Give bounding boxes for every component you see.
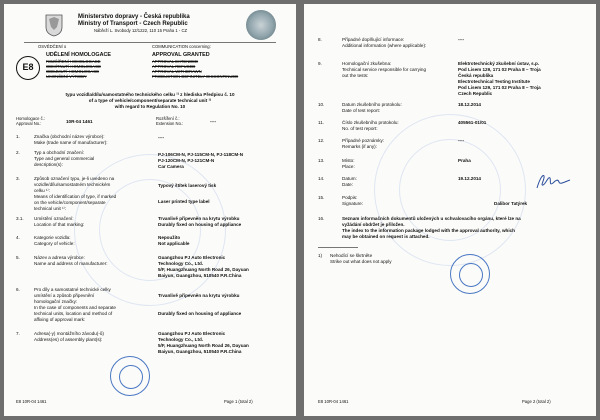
item-value: Dalibor Tatýrek (494, 201, 528, 206)
hologram-seal-icon (246, 10, 276, 40)
item-value: ---- (458, 138, 465, 143)
item-value: Trvanlivě připevněn na krytu výrobku (158, 293, 240, 298)
ministry-address: Nábřeží L. Svobody 12/1222, 110 15 Praha 1 - CZ (94, 28, 188, 33)
item-label-en: The index to the information package lodged with the approval authority, which (342, 228, 515, 233)
ministry-name-en: Ministry of Transport - Czech Republic (78, 21, 188, 27)
item-number: 2. (16, 150, 20, 155)
item-value: 405561-01/01 (458, 120, 487, 125)
item-value: Baiyun, Guangzhou, 510540 P.R.China (158, 273, 242, 278)
cz-option-5: UKONČENÍ VÝROBY (46, 74, 87, 79)
official-stamp-icon (110, 356, 150, 396)
cz-option-4: ODEJMUTÍ HOMOLOGACE (46, 69, 100, 74)
item-label-cz: Seznam informačních dokumentů uložených u schvalovacího orgánu, které lze na (342, 216, 521, 221)
item-label-en: Technical service responsible for carrying (342, 67, 426, 72)
certificate-page-2 (304, 4, 596, 416)
item-label-cz: Kategorie vozidla: (34, 235, 71, 240)
extension-number: ---- (210, 119, 217, 124)
item-value: Car Camera (158, 164, 184, 169)
item-number: 6. (16, 287, 20, 292)
cz-option-3: ODMÍTNUTÍ HOMOLOGACE (46, 64, 101, 69)
item-value: 19.12.2014 (458, 176, 481, 181)
item-label-en: No. of test report: (342, 126, 378, 131)
item-value: Trvanlivě připevněn na krytu výrobku (158, 216, 240, 221)
item-label-en: Date of test report: (342, 108, 381, 113)
item-label-cz: celku ¹⁾: (34, 188, 50, 193)
header-divider (24, 42, 276, 43)
item-number: 7. (16, 331, 20, 336)
ministry-name-cz: Ministerstvo dopravy - Česká republika (78, 14, 190, 20)
item-label-en: Signature: (342, 201, 363, 206)
e8-mark-text: E8 (22, 62, 34, 72)
extension-label: Extension No.: (156, 121, 184, 126)
approval-number: 10R-04 1461 (66, 119, 93, 124)
item-label-en: on the vehicle/component/separate (34, 200, 106, 205)
item-label-en: Type and general commercial (34, 156, 95, 161)
cz-option-2: ROZŠÍŘENÍ HOMOLOGACE (46, 59, 101, 64)
title-line-3: with regard to Regulation No. 10 (114, 104, 186, 109)
item-number: 8. (318, 37, 322, 42)
item-value: Česká republika (458, 73, 494, 78)
rozsireni-label: Rozšíření č.: (156, 116, 180, 121)
footer-page-number: Page 2 (total 2) (522, 399, 551, 404)
en-option-1: APPROVAL GRANTED (152, 52, 210, 58)
item-label-cz: Umístění označení: (34, 216, 74, 221)
item-number: 16. (318, 216, 325, 221)
item-label-en: Remarks (if any): (342, 144, 377, 149)
item-label-cz: vyžádání obdržet je přiložen. (342, 222, 405, 227)
item-value: Not applicable (158, 241, 190, 246)
item-label-en: may be obtained on request is attached. (342, 234, 430, 239)
en-option-2: APPROVAL EXTENDED (152, 59, 199, 64)
handwritten-signature (534, 170, 574, 192)
en-option-3: APPROVAL REFUSED (152, 64, 196, 69)
item-label-en: In the case of components and separate (34, 305, 116, 310)
e8-approval-mark (16, 56, 40, 80)
item-label-en: Make (trade name of manufacturer): (34, 140, 108, 145)
item-label-cz: Případné poznámky: (342, 138, 385, 143)
item-label-cz: vozidle/dílu/samostatném technickém (34, 182, 111, 187)
item-value: Guangzhou PJ Auto Electronic (158, 255, 226, 260)
official-stamp-icon (450, 254, 490, 294)
item-label-cz: Podpis: (342, 195, 358, 200)
item-label-en: Date: (342, 182, 353, 187)
item-label-en: technical units, location and method of (34, 311, 113, 316)
item-value: Elektrotechnický zkušební ústav, s.p. (458, 61, 540, 66)
footnote-en: Strike out what does not apply (330, 259, 392, 264)
item-value: 5/F, Huangzhuang North Road 26, Dayuan (158, 267, 249, 272)
item-value: Pod Lisem 129, 171 02 Praha 8 – Troja (458, 85, 541, 90)
item-value: Durably fixed on housing of appliance (158, 222, 242, 227)
certificate-page-1 (4, 4, 296, 416)
item-label-cz: Značka (obchodní název výrobce): (34, 134, 105, 139)
item-label-cz: Číslo zkušebního protokolu: (342, 120, 399, 125)
item-label-cz: Místo: (342, 158, 355, 163)
osvedceni-label: OSVĚDČENÍ o (38, 44, 67, 49)
en-option-5: PRODUCTION DEFINITELY DISCONTINUED (152, 74, 239, 79)
title-line-1: typu vozidla/dílu/samostatného technického celku ¹⁾ z hlediska Předpisu č. 10 (65, 92, 235, 97)
item-label-cz: Adresa(-y) montážního závodu(-ů) (34, 331, 104, 336)
item-number: 4. (16, 235, 20, 240)
item-label-en: Address(es) of assembly plant(s): (34, 337, 103, 342)
item-label-en: technical unit ¹⁾: (34, 206, 67, 211)
notes-divider (318, 247, 358, 248)
item-label-cz: umístění a způsob připevnění (34, 293, 95, 298)
item-label-en: affixing of approval mark: (34, 317, 86, 322)
cz-option-1: UDĚLENÍ HOMOLOGACE (46, 52, 111, 58)
item-label-cz: homologační značky: (34, 299, 78, 304)
item-value: ---- (158, 135, 165, 140)
item-number: 12. (318, 138, 325, 143)
item-label-en: Category of vehicle: (34, 241, 75, 246)
en-option-4: APPROVAL WITHDRAWN (152, 69, 202, 74)
item-label-en: Means of identification of type, if marked (34, 194, 117, 199)
item-value: Laser printed type label (158, 199, 210, 204)
item-number: 9. (318, 61, 322, 66)
item-number: 1. (16, 134, 20, 139)
item-label-cz: Homologační zkušebna: (342, 61, 392, 66)
item-label-cz: Pro díly a samostatné technické celky (34, 287, 111, 292)
item-number: 15. (318, 195, 325, 200)
item-value: Baiyun, Guangzhou, 510540 P.R.China (158, 349, 242, 354)
item-label-en: Additional information (where applicable): (342, 43, 427, 48)
item-number: 10. (318, 102, 325, 107)
item-label-en: Name and address of manufacturer: (34, 261, 108, 266)
communication-label: COMMUNICATION concerning: (152, 44, 211, 49)
title-line-2: of a type of vehicle/component/separate technical unit ¹⁾ (88, 98, 212, 103)
item-value: PJ-120CM-N, PJ-121CM-N (158, 158, 215, 163)
item-value: Durably fixed on housing of appliance (158, 311, 242, 316)
item-label-cz: Případné doplňující informace: (342, 37, 405, 42)
item-label-cz: Datum: (342, 176, 357, 181)
item-value: Technology Co., Ltd. (158, 337, 204, 342)
item-value: Czech Republic (458, 91, 493, 96)
item-number: 14. (318, 176, 325, 181)
footnote-number: 1) (318, 253, 323, 258)
homologace-label: Homologace č.: (16, 116, 46, 121)
item-label-cz: Způsob označení typu, je-li uvedeno na (34, 176, 115, 181)
item-value: Electrotechnical Testing Institute (458, 79, 530, 84)
item-value: 18.12.2014 (458, 102, 481, 107)
item-number: 5. (16, 255, 20, 260)
footer-page-number: Page 1 (total 2) (224, 399, 253, 404)
approval-no-label: Approval No.: (16, 121, 42, 126)
item-label-en: out the tests: (342, 73, 369, 78)
item-value: Technology Co., Ltd. (158, 261, 204, 266)
item-number: 3. (16, 176, 20, 181)
item-label-en: description(s): (34, 162, 63, 167)
item-value: Typový štítek laserový tisk (158, 183, 217, 188)
item-label-en: Location of that marking: (34, 222, 85, 227)
item-value: Guangzhou PJ Auto Electronic (158, 331, 226, 336)
item-label-cz: Název a adresa výrobce: (34, 255, 85, 260)
state-emblem-icon (44, 13, 64, 37)
item-value: ---- (458, 37, 465, 42)
item-value: Pod Lisem 129, 171 02 Praha 8 – Troja (458, 67, 541, 72)
item-label-cz: Datum zkušebního protokolu: (342, 102, 402, 107)
item-number: 11. (318, 120, 325, 125)
footer-approval-number: E8 10R-04 1461 (318, 399, 349, 404)
item-value: Nepoužito (158, 235, 181, 240)
item-number: 3.1. (16, 216, 24, 221)
item-value: 5/F, Huangzhuang North Road 26, Dayuan (158, 343, 249, 348)
footer-approval-number: E8 10R-04 1461 (16, 399, 47, 404)
footnote-cz: Nehodící se škrtněte (330, 253, 373, 258)
item-value: PJ-106CM-N, PJ-115CM-N, PJ-118CM-N (158, 152, 244, 157)
watermark-seal-inner (399, 139, 501, 241)
item-number: 13. (318, 158, 325, 163)
item-value: Praha (458, 158, 471, 163)
item-label-cz: Typ a obchodní značení: (34, 150, 85, 155)
item-label-en: Place: (342, 164, 355, 169)
